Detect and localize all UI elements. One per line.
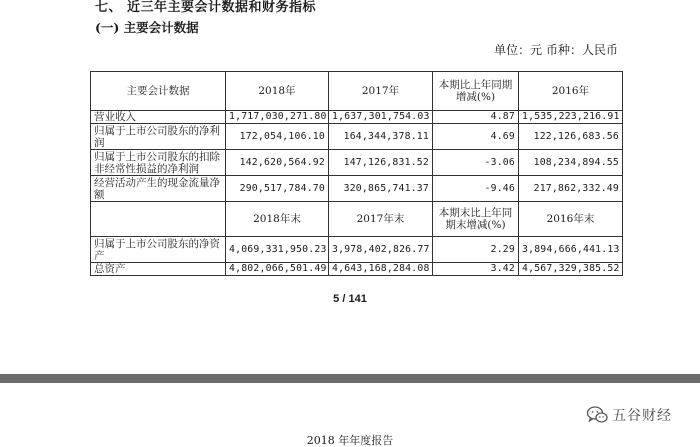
watermark-text: 五谷财经 bbox=[612, 408, 672, 424]
value-cell: 3,978,402,826.77 bbox=[329, 237, 433, 263]
value-cell: 164,344,378.11 bbox=[329, 124, 433, 150]
table-header-row bbox=[91, 72, 623, 111]
header-cell: 2016年 bbox=[519, 72, 623, 111]
row-label: 总资产 bbox=[91, 263, 226, 276]
value-cell: 147,126,831.52 bbox=[329, 150, 433, 176]
section-title: 七、 近三年主要会计数据和财务指标 bbox=[95, 0, 317, 15]
value-cell: 217,862,332.49 bbox=[519, 176, 623, 202]
table-subheader-row bbox=[91, 202, 623, 237]
header-cell: 2018年 bbox=[226, 72, 329, 111]
value-cell: 290,517,784.70 bbox=[226, 176, 329, 202]
value-cell: 1,535,223,216.91 bbox=[519, 111, 623, 124]
table-row bbox=[91, 176, 623, 202]
table-row bbox=[91, 124, 623, 150]
header-cell: 2017年 bbox=[329, 72, 433, 111]
row-label: 经营活动产生的现金流量净额 bbox=[91, 176, 226, 202]
value-cell: 4,643,168,284.08 bbox=[329, 263, 433, 276]
unit-currency-line: 单位：元 币种：人民币 bbox=[494, 43, 618, 57]
table-row bbox=[91, 263, 623, 276]
row-label: 归属于上市公司股东的扣除非经常性损益的净利润 bbox=[91, 150, 226, 176]
change-cell: -9.46 bbox=[433, 176, 519, 202]
value-cell: 108,234,894.55 bbox=[519, 150, 623, 176]
change-cell: 4.87 bbox=[433, 111, 519, 124]
header-cell: 本期比上年同期增减(%) bbox=[433, 72, 519, 111]
header-cell: 2016年末 bbox=[519, 202, 623, 237]
value-cell: 1,717,030,271.80 bbox=[226, 111, 329, 124]
subsection-title: (一) 主要会计数据 bbox=[95, 20, 199, 35]
header-cell bbox=[91, 202, 226, 237]
page-divider bbox=[0, 374, 700, 383]
value-cell: 172,054,106.10 bbox=[226, 124, 329, 150]
table-row bbox=[91, 111, 623, 124]
page-number: 5 / 141 bbox=[333, 293, 367, 305]
wechat-icon bbox=[586, 405, 608, 425]
value-cell: 3,894,666,441.13 bbox=[519, 237, 623, 263]
value-cell: 4,567,329,385.52 bbox=[519, 263, 623, 276]
header-cell: 本期末比上年同期末增减(%) bbox=[433, 202, 519, 237]
value-cell: 320,865,741.37 bbox=[329, 176, 433, 202]
accounting-data-table bbox=[90, 71, 623, 276]
value-cell: 4,802,066,501.49 bbox=[226, 263, 329, 276]
value-cell: 142,620,564.92 bbox=[226, 150, 329, 176]
table-row bbox=[91, 150, 623, 176]
value-cell: 4,069,331,950.23 bbox=[226, 237, 329, 263]
change-cell: 3.42 bbox=[433, 263, 519, 276]
table-row bbox=[91, 237, 623, 263]
watermark bbox=[586, 405, 672, 425]
change-cell: 2.29 bbox=[433, 237, 519, 263]
change-cell: 4.69 bbox=[433, 124, 519, 150]
value-cell: 122,126,683.56 bbox=[519, 124, 623, 150]
header-cell: 2017年末 bbox=[329, 202, 433, 237]
row-label: 营业收入 bbox=[91, 111, 226, 124]
report-footer: 2018 年年度报告 bbox=[306, 434, 394, 447]
row-label: 归属于上市公司股东的净利润 bbox=[91, 124, 226, 150]
change-cell: -3.06 bbox=[433, 150, 519, 176]
header-cell: 主要会计数据 bbox=[91, 72, 226, 111]
header-cell: 2018年末 bbox=[226, 202, 329, 237]
value-cell: 1,637,301,754.03 bbox=[329, 111, 433, 124]
row-label: 归属于上市公司股东的净资产 bbox=[91, 237, 226, 263]
